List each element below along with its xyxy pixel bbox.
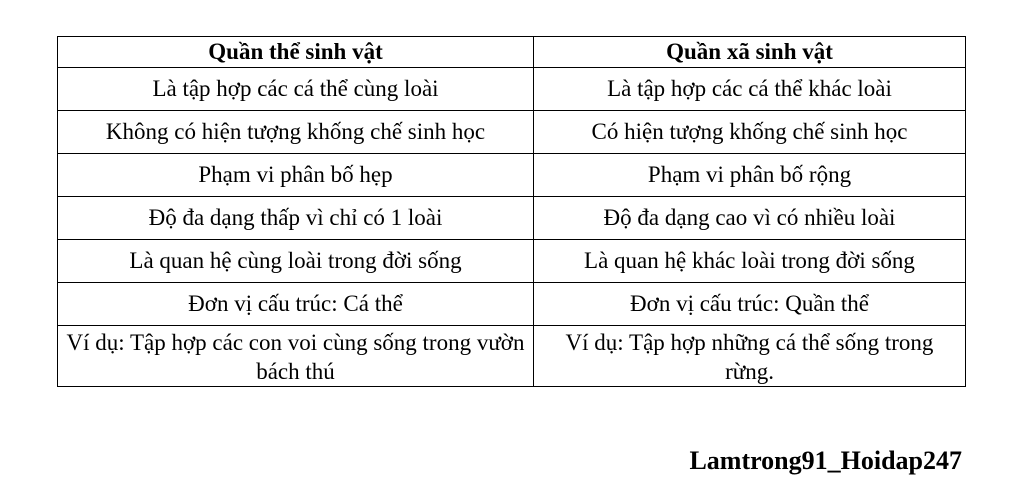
table-cell: Độ đa dạng cao vì có nhiều loài: [534, 197, 966, 240]
table-row: [58, 326, 966, 387]
table-cell: Là tập hợp các cá thể khác loài: [534, 68, 966, 111]
header-community: Quần xã sinh vật: [534, 37, 966, 68]
table-cell: Độ đa dạng thấp vì chỉ có 1 loài: [58, 197, 534, 240]
table-cell: Có hiện tượng khống chế sinh học: [534, 111, 966, 154]
table-cell: Ví dụ: Tập hợp những cá thể sống trong rừng.: [534, 326, 966, 387]
author-watermark: Lamtrong91_Hoidap247: [689, 446, 962, 475]
table-cell: Phạm vi phân bố rộng: [534, 154, 966, 197]
table-cell: Phạm vi phân bố hẹp: [58, 154, 534, 197]
table-cell: Ví dụ: Tập hợp các con voi cùng sống trong vườn bách thú: [58, 326, 534, 387]
table-cell: Là quan hệ khác loài trong đời sống: [534, 240, 966, 283]
header-population: Quần thể sinh vật: [58, 37, 534, 68]
table-row: [58, 111, 966, 154]
table-row: [58, 68, 966, 111]
table-row: [58, 197, 966, 240]
comparison-table: [57, 36, 966, 387]
table-cell: Đơn vị cấu trúc: Cá thể: [58, 283, 534, 326]
table-cell: Không có hiện tượng khống chế sinh học: [58, 111, 534, 154]
table-cell: Là tập hợp các cá thể cùng loài: [58, 68, 534, 111]
table-row: [58, 154, 966, 197]
table-row: [58, 283, 966, 326]
table-row: [58, 240, 966, 283]
table-cell: Đơn vị cấu trúc: Quần thể: [534, 283, 966, 326]
table-cell: Là quan hệ cùng loài trong đời sống: [58, 240, 534, 283]
table-header-row: [58, 37, 966, 68]
